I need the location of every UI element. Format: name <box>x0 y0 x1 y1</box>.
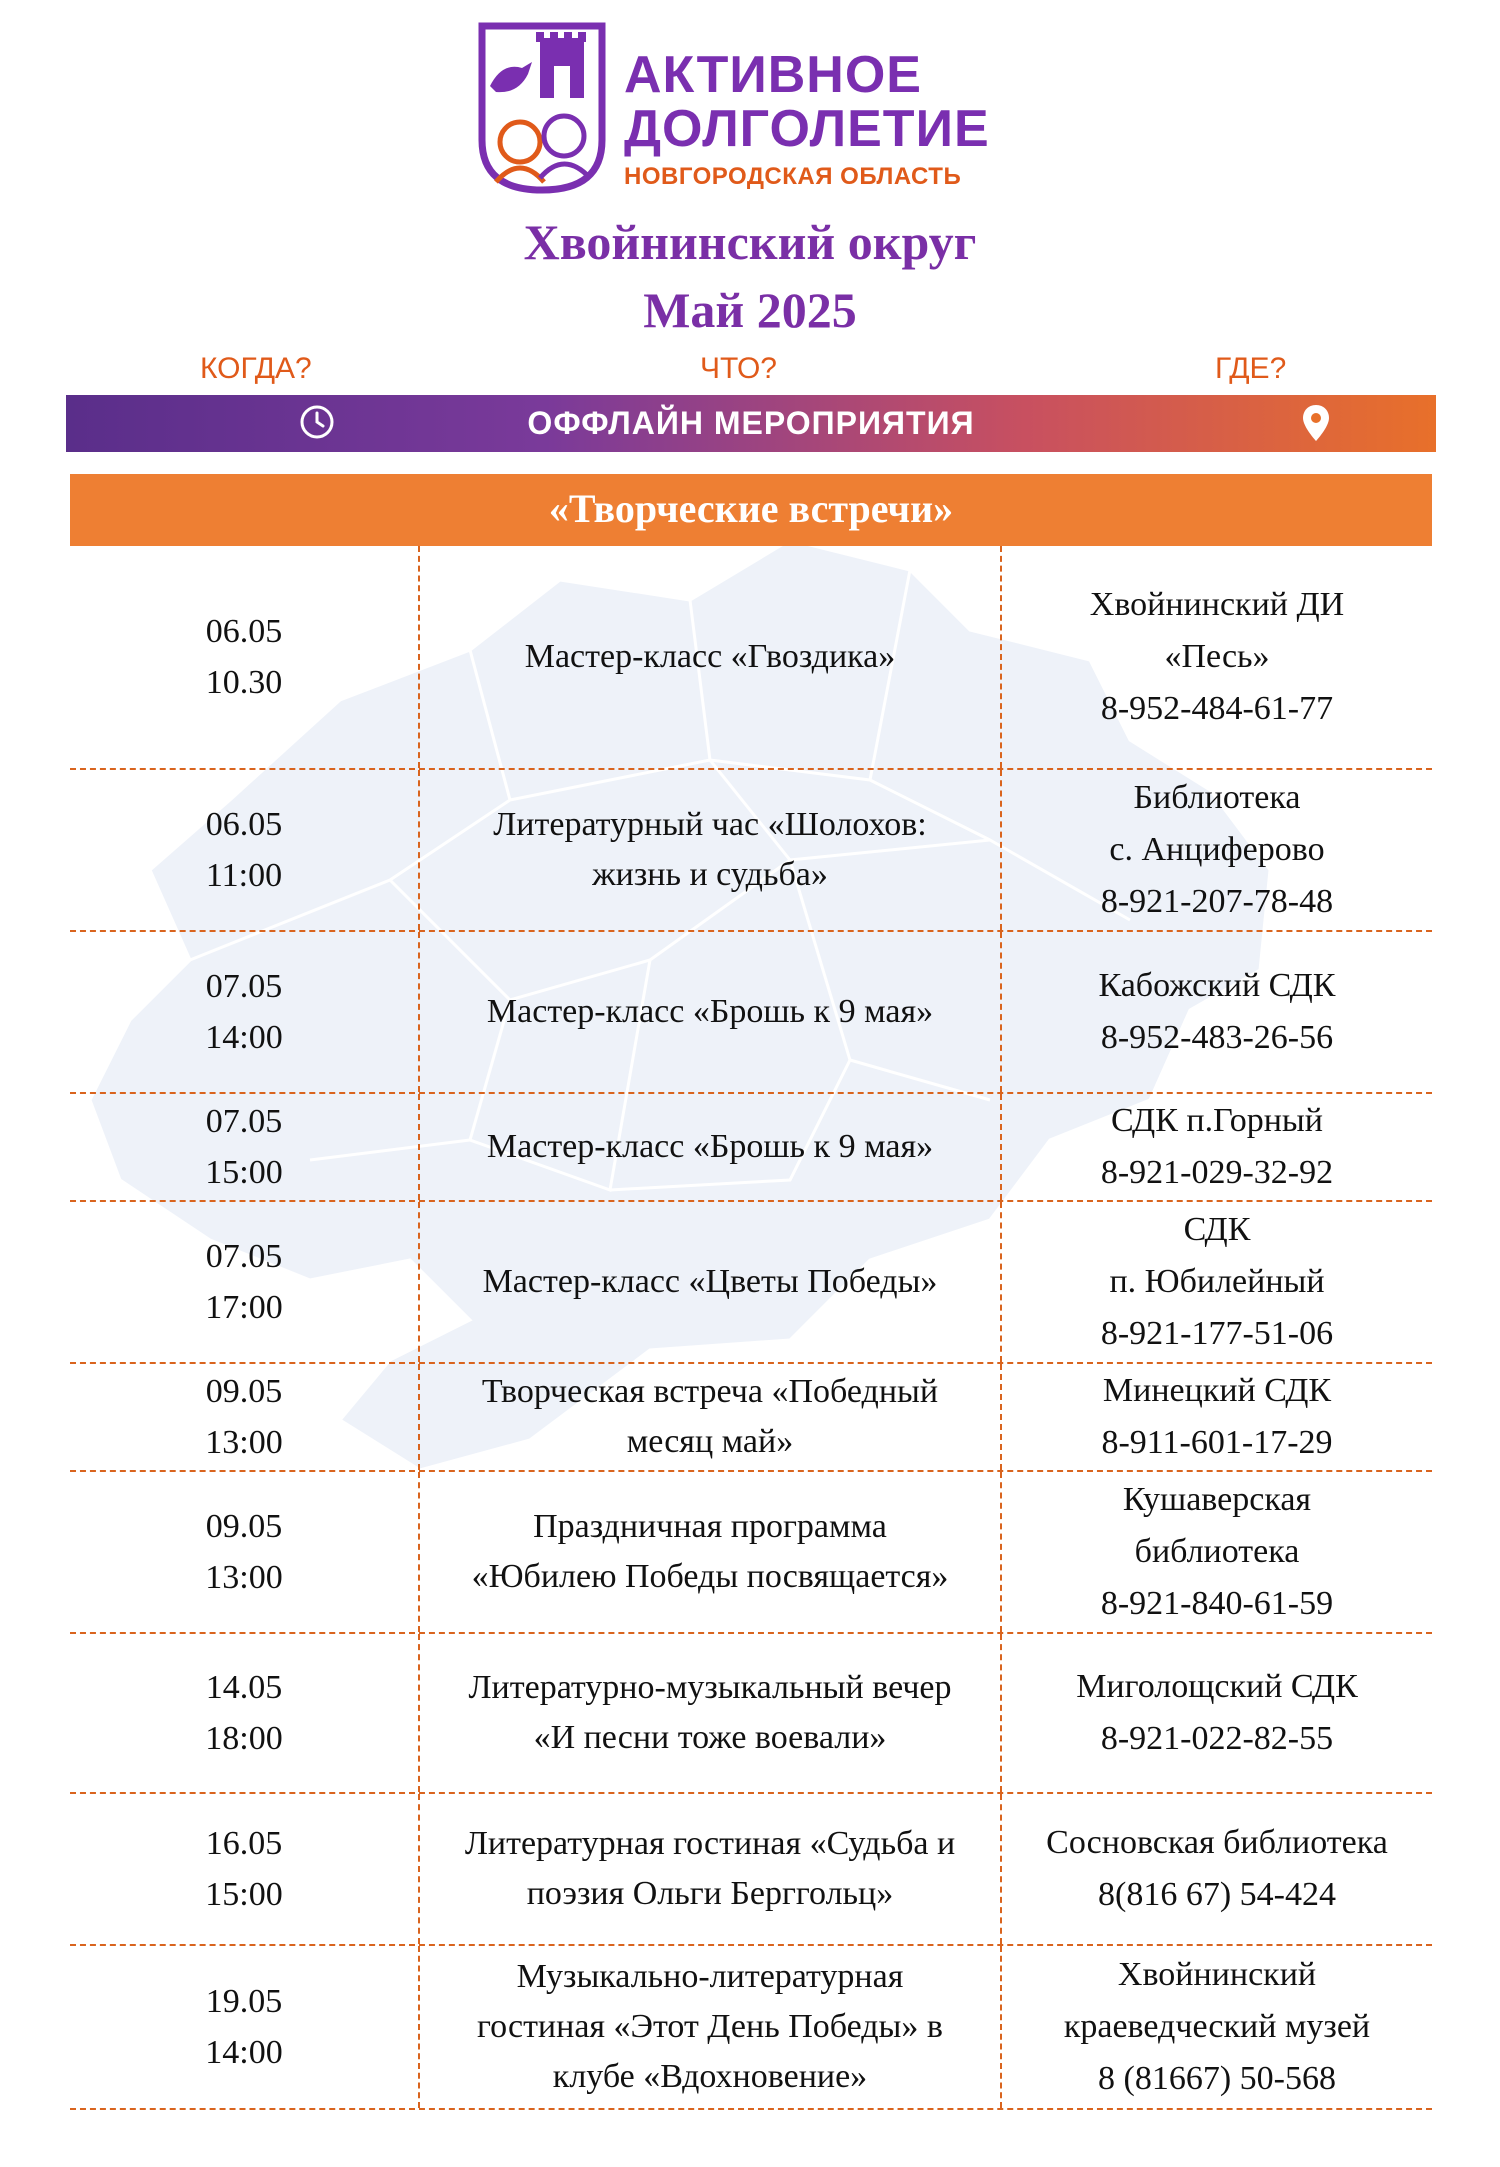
event-venue-line: Библиотека <box>1133 779 1301 816</box>
event-when <box>70 1472 420 1632</box>
event-time: 13:00 <box>205 1424 283 1461</box>
event-title-line: клубе «Вдохновение» <box>552 2058 868 2095</box>
event-time: 18:00 <box>205 1720 283 1757</box>
event-venue-line: 8-921-029-32-92 <box>1100 1154 1334 1191</box>
event-what <box>420 1364 1002 1470</box>
event-what <box>420 1946 1002 2108</box>
event-date: 16.05 <box>205 1825 283 1862</box>
event-what <box>420 546 1002 768</box>
event-row <box>70 1634 1432 1794</box>
where-label: ГДЕ? <box>1215 352 1287 385</box>
event-title-line: гостиная «Этот День Победы» в <box>477 2008 943 2045</box>
event-venue-line: 8-921-840-61-59 <box>1100 1585 1334 1622</box>
event-row <box>70 1946 1432 2108</box>
event-venue-line: 8-911-601-17-29 <box>1101 1424 1333 1461</box>
event-venue-line: краеведческий музей <box>1063 2008 1371 2045</box>
event-venue-line: 8 (81667) 50-568 <box>1098 2060 1336 2097</box>
events-table <box>70 546 1432 2110</box>
event-where <box>1002 1634 1432 1792</box>
event-row <box>70 1472 1432 1634</box>
event-venue-line: 8-921-177-51-06 <box>1100 1315 1334 1352</box>
event-date: 09.05 <box>205 1373 283 1410</box>
event-venue-line: 8-921-022-82-55 <box>1100 1720 1334 1757</box>
banner-title: ОФФЛАЙН МЕРОПРИЯТИЯ <box>527 405 975 441</box>
event-title-line: жизнь и судьба» <box>592 856 828 893</box>
event-venue-line: 8(816 67) 54-424 <box>1098 1876 1336 1913</box>
event-venue-line: Кушаверская <box>1122 1481 1312 1518</box>
event-venue-line: Хвойнинский ДИ <box>1089 586 1345 623</box>
event-what <box>420 932 1002 1092</box>
location-pin-icon <box>1301 404 1331 442</box>
event-venue-line: 8-952-484-61-77 <box>1100 690 1334 727</box>
event-venue-line: 8-952-483-26-56 <box>1100 1019 1334 1056</box>
event-venue-line: Хвойнинский <box>1117 1956 1317 1993</box>
event-where <box>1002 1794 1432 1944</box>
event-where <box>1002 1094 1432 1200</box>
brand-line-2: ДОЛГОЛЕТИЕ <box>624 100 990 158</box>
event-date: 07.05 <box>205 1103 283 1140</box>
what-label: ЧТО? <box>700 352 777 385</box>
event-venue-line: Минецкий СДК <box>1102 1372 1332 1409</box>
brand-wordmark <box>624 48 990 192</box>
event-title-line: Мастер-класс «Цветы Победы» <box>482 1263 938 1300</box>
event-what <box>420 1472 1002 1632</box>
event-when <box>70 1946 420 2108</box>
event-time: 17:00 <box>205 1289 283 1326</box>
event-title-line: Музыкально-литературная <box>516 1958 904 1995</box>
event-where <box>1002 1472 1432 1632</box>
event-title-line: месяц май» <box>626 1423 794 1460</box>
event-where <box>1002 932 1432 1092</box>
event-title-line: Мастер-класс «Брошь к 9 мая» <box>486 993 934 1030</box>
offline-events-banner <box>66 395 1436 452</box>
event-what <box>420 1202 1002 1362</box>
event-venue-line: Кабожский СДК <box>1098 967 1336 1004</box>
event-title-line: Мастер-класс «Брошь к 9 мая» <box>486 1128 934 1165</box>
event-venue-line: библиотека <box>1134 1533 1300 1570</box>
event-row <box>70 932 1432 1094</box>
event-what <box>420 1794 1002 1944</box>
section-header <box>70 474 1432 546</box>
event-date: 14.05 <box>205 1669 283 1706</box>
event-time: 10.30 <box>205 664 283 701</box>
event-where <box>1002 1202 1432 1362</box>
section-title: «Творческие встречи» <box>548 486 954 531</box>
event-title-line: Праздничная программа <box>533 1508 887 1545</box>
event-when <box>70 1202 420 1362</box>
event-time: 11:00 <box>205 857 283 894</box>
event-when <box>70 1634 420 1792</box>
event-venue-line: 8-921-207-78-48 <box>1100 883 1334 920</box>
event-venue-line: «Песь» <box>1164 638 1270 675</box>
event-time: 15:00 <box>205 1876 283 1913</box>
event-row <box>70 1794 1432 1946</box>
event-time: 15:00 <box>205 1154 283 1191</box>
event-when <box>70 546 420 768</box>
event-what <box>420 1634 1002 1792</box>
event-row <box>70 770 1432 932</box>
event-title-line: Литературный час «Шолохов: <box>493 806 927 843</box>
event-date: 07.05 <box>205 968 283 1005</box>
event-time: 14:00 <box>205 1019 283 1056</box>
event-date: 06.05 <box>205 613 283 650</box>
event-where <box>1002 770 1432 930</box>
event-where <box>1002 1364 1432 1470</box>
event-date: 19.05 <box>205 1983 283 2020</box>
event-row <box>70 546 1432 770</box>
brand-logo <box>478 22 1038 197</box>
event-venue-line: СДК <box>1183 1211 1251 1248</box>
event-row <box>70 1364 1432 1472</box>
event-row <box>70 1094 1432 1202</box>
event-when <box>70 1094 420 1200</box>
event-row <box>70 1202 1432 1364</box>
event-title-line: Творческая встреча «Победный <box>481 1373 939 1410</box>
event-when <box>70 770 420 930</box>
event-title-line: «И песни тоже воевали» <box>533 1719 887 1756</box>
event-time: 13:00 <box>205 1559 283 1596</box>
event-when <box>70 932 420 1092</box>
brand-line-1: АКТИВНОЕ <box>624 46 922 104</box>
event-title-line: Литературная гостиная «Судьба и <box>464 1825 956 1862</box>
event-venue-line: СДК п.Горный <box>1111 1102 1323 1139</box>
event-venue-line: Миголощский СДК <box>1076 1668 1358 1705</box>
event-where <box>1002 546 1432 768</box>
brand-emblem-icon <box>478 22 606 194</box>
event-when <box>70 1364 420 1470</box>
event-title-line: поэзия Ольги Берггольц» <box>526 1875 894 1912</box>
event-title-line: Мастер-класс «Гвоздика» <box>524 638 896 675</box>
event-venue-line: Сосновская библиотека <box>1046 1824 1388 1861</box>
brand-line-3: НОВГОРОДСКАЯ ОБЛАСТЬ <box>624 163 962 190</box>
event-where <box>1002 1946 1432 2108</box>
event-date: 09.05 <box>205 1508 283 1545</box>
event-date: 07.05 <box>205 1238 283 1275</box>
page-subtitle: Май 2025 <box>643 282 857 338</box>
event-venue-line: с. Анциферово <box>1109 831 1325 868</box>
event-when <box>70 1794 420 1944</box>
event-title-line: «Юбилею Победы посвящается» <box>471 1558 949 1595</box>
page-title: Хвойнинский округ <box>523 214 977 270</box>
event-what <box>420 770 1002 930</box>
event-what <box>420 1094 1002 1200</box>
event-venue-line: п. Юбилейный <box>1109 1263 1325 1300</box>
event-date: 06.05 <box>205 806 283 843</box>
event-time: 14:00 <box>205 2034 283 2071</box>
when-label: КОГДА? <box>200 352 312 385</box>
event-title-line: Литературно-музыкальный вечер <box>468 1669 952 1706</box>
